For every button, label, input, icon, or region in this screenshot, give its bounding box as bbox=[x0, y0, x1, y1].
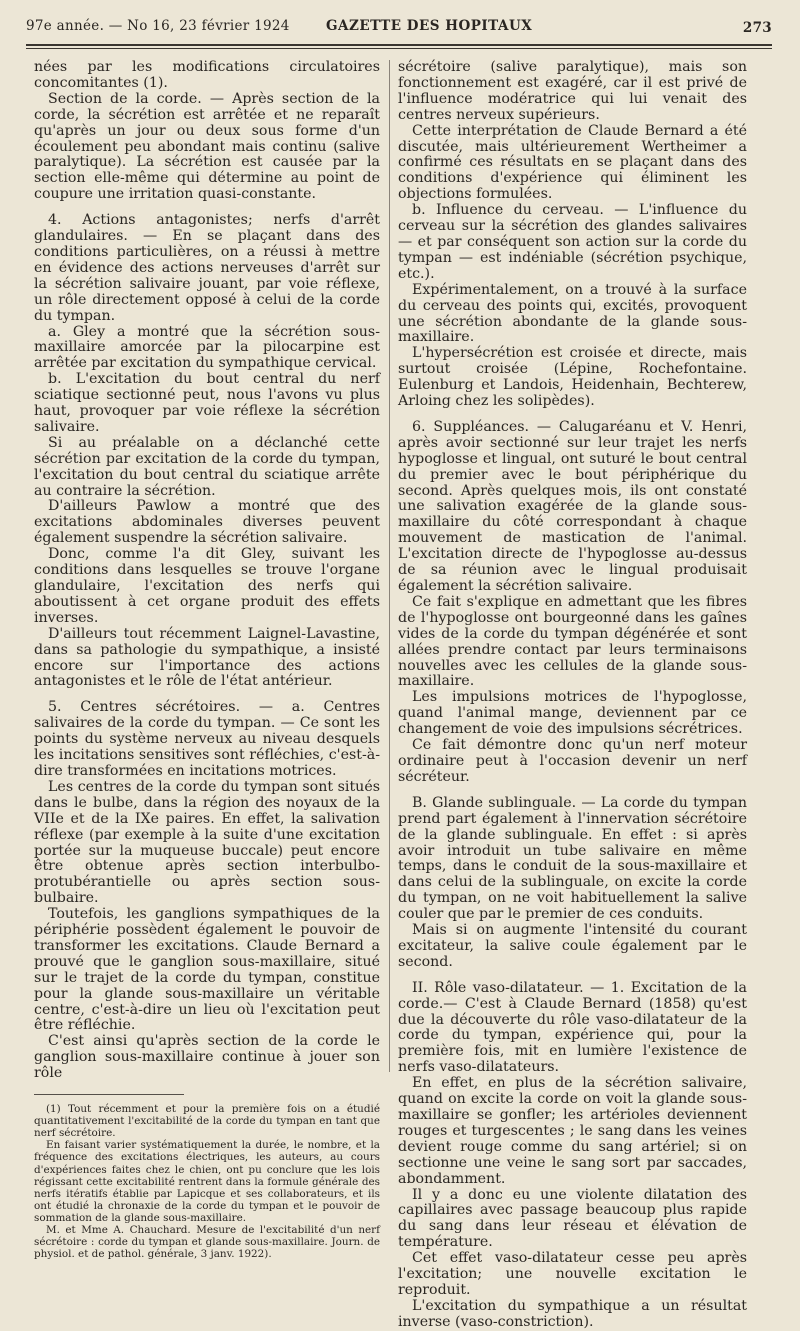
column-divider bbox=[389, 60, 390, 1072]
paragraph: Cet effet vaso-dilatateur cesse peu après l'excitation; une nouvelle excitation le reproduit. bbox=[398, 1250, 747, 1298]
header-rule-thin bbox=[26, 48, 772, 49]
paragraph-suppleances: 6. Suppléances. — Calugaréanu et V. Henri, après avoir sectionné sur leur trajet les nerfs hypoglosse et lingual, ont suturé le bout central du premier avec le bout périphérique du second. Après quelques mois, ils ont constaté une salivation exagérée de la glande sous-maxillaire du côté correspondant à chaque mouvement de mastication de l'animal. L'excitation directe de l'hypoglosse au-dessus de sa réunion avec le lingual produisait également la sécrétion salivaire. bbox=[398, 418, 747, 594]
paragraph: Mais si on augmente l'intensité du courant excitateur, la salive coule également par le second. bbox=[398, 922, 747, 970]
footnote: (1) Tout récemment et pour la première fois on a étudié quantitativement l'excitabilité de la corde du tympan en tant que nerf sécrétoire. bbox=[34, 1103, 380, 1140]
footnote: En faisant varier systématiquement la durée, le nombre, et la fréquence des excitations électriques, les auteurs, au cours d'expériences faites chez le chien, ont pu conclure que les lois régissant cette excitabilité rentrent dans la formule générale des nerfs itératifs établie par Lapicque et ses collaborateurs, et ils ont étudié la chronaxie de la corde du tympan et le pouvoir de sommation de la glande sous-maxillaire. bbox=[34, 1139, 380, 1224]
paragraph: D'ailleurs Pawlow a montré que des excitations abdominales diverses peuvent également suspendre la sécrétion salivaire. bbox=[34, 498, 380, 547]
paragraph-section-de-la-corde: Section de la corde. — Après section de la corde, la sécrétion est arrêtée et ne reparaît qu'après un jour ou deux sous forme d'un écoulement peu abondant mais continu (salive paralytique). La sécrétion est causée par la section elle-même qui détermine au point de coupure une irritation quasi-constante. bbox=[34, 90, 380, 203]
paragraph: D'ailleurs tout récemment Laignel-Lavastine, dans sa pathologie du sympathique, a insisté encore sur l'importance des actions antagonistes et le rôle de l'état antérieur. bbox=[34, 625, 380, 690]
paragraph: Cette interprétation de Claude Bernard a été discutée, mais ultérieurement Wertheimer a confirmé ces résultats en se plaçant dans des conditions d'expérience qui éliminent les objections formulées. bbox=[398, 122, 747, 203]
header-rule bbox=[26, 44, 772, 46]
paragraph: b. L'excitation du bout central du nerf sciatique sectionné peut, nous l'avons vu plus haut, provoquer par voie réflexe la sécrétion salivaire. bbox=[34, 371, 380, 435]
paragraph: C'est ainsi qu'après section de la corde le ganglion sous-maxillaire continue à jouer son rôle bbox=[34, 1033, 380, 1082]
issue-info: 97e année. — No 16, 23 février 1924 bbox=[26, 18, 290, 34]
page-number: 273 bbox=[742, 20, 772, 36]
paragraph: Expérimentalement, on a trouvé à la surface du cerveau des points qui, excités, provoquent une sécrétion abondante de la glande sous-maxillaire. bbox=[398, 281, 747, 346]
right-column bbox=[398, 60, 747, 1331]
paragraph: sécrétoire (salive paralytique), mais son fonctionnement est exagéré, car il est privé de l'influence modératrice qui lui venait des centres nerveux supérieurs. bbox=[398, 59, 747, 123]
paragraph: Ce fait démontre donc qu'un nerf moteur ordinaire peut à l'occasion devenir un nerf sécréteur. bbox=[398, 737, 747, 785]
paragraph: nées par les modifications circulatoires concomitantes (1). bbox=[34, 59, 380, 91]
paragraph: Les impulsions motrices de l'hypoglosse, quand l'animal mange, deviennent par ce changement de voie des impulsions sécrétrices. bbox=[398, 689, 747, 738]
paragraph: Ce fait s'explique en admettant que les fibres de l'hypoglosse ont bourgeonné dans les gaînes vides de la corde du tympan dégénérée et sont allées prendre contact par leurs terminaisons nouvelles avec les cellules de la glande sous-maxillaire. bbox=[398, 593, 747, 690]
paragraph: Toutefois, les ganglions sympathiques de la périphérie possèdent également le pouvoir de transformer les excitations. Claude Bernard a prouvé que le ganglion sous-maxillaire, situé sur le trajet de la corde du tympan, constitue pour la glande sous-maxillaire un véritable centre, c'est-à-dire un lieu où l'excitation peut être réfléchie. bbox=[34, 906, 380, 1034]
paragraph: L'hypersécrétion est croisée et directe, mais surtout croisée (Lépine, Rochefontaine. Eulenburg et Landois, Heidenhain, Bechterew, Arloing chez les solipèdes). bbox=[398, 345, 747, 410]
paragraph-glande-sublinguale: B. Glande sublinguale. — La corde du tympan prend part également à l'innervation sécrétoire de la glande sublinguale. En effet : si après avoir introduit un tube salivaire en même temps, dans le conduit de la sous-maxillaire et dans celui de la sublinguale, on excite la corde du tympan, on ne voit habituellement la salive couler que par le premier de ces conduits. bbox=[398, 794, 747, 923]
footnotes bbox=[34, 1103, 380, 1260]
left-column bbox=[34, 60, 380, 1260]
paragraph: Si au préalable on a déclanché cette sécrétion par excitation de la corde du tympan, l'excitation du bout central du sciatique arrête au contraire la sécrétion. bbox=[34, 434, 380, 499]
paragraph-actions-antagonistes: 4. Actions antagonistes; nerfs d'arrêt glandulaires. — En se plaçant dans des conditions particulières, on a réussi à mettre en évidence des actions nerveuses d'arrêt sur la sécrétion salivaire jouant, par voie réflexe, un rôle directement opposé à celui de la corde du tympan. bbox=[34, 212, 380, 324]
journal-title: GAZETTE DES HOPITAUX bbox=[326, 18, 533, 34]
footnote: M. et Mme A. Chauchard. Mesure de l'excitabilité d'un nerf sécrétoire : corde du tympan et glande sous-maxillaire. Journ. de physiol. et de pathol. générale, 3 janv. 1922). bbox=[34, 1224, 380, 1261]
paragraph: L'excitation du sympathique a un résultat inverse (vaso-constriction). bbox=[398, 1297, 747, 1330]
paragraph: Il y a donc eu une violente dilatation des capillaires avec passage beaucoup plus rapide du sang dans leur réseau et élévation de température. bbox=[398, 1186, 747, 1251]
paragraph-influence-du-cerveau: b. Influence du cerveau. — L'influence du cerveau sur la sécrétion des glandes salivaires — et par conséquent son action sur la corde du tympan — est indéniable (sécrétion psychique, etc.). bbox=[398, 202, 747, 282]
paragraph-role-vaso-dilatateur: II. Rôle vaso-dilatateur. — 1. Excitation de la corde.— C'est à Claude Bernard (1858) qu'est due la découverte du rôle vaso-dilatateur de la corde du tympan, expérience qui, pour la première fois, mit en lumière l'existence de nerfs vaso-dilatateurs. bbox=[398, 979, 747, 1076]
paragraph: En effet, en plus de la sécrétion salivaire, quand on excite la corde on voit la glande sous-maxillaire se gonfler; les artérioles deviennent rouges et turgescentes ; le sang dans les veines devient rouge comme du sang artériel; si on sectionne une veine le sang sort par saccades, abondamment. bbox=[398, 1075, 747, 1187]
paragraph: a. Gley a montré que la sécrétion sous-maxillaire amorcée par la pilocarpine est arrêtée par excitation du sympathique cervical. bbox=[34, 323, 380, 372]
paragraph: Donc, comme l'a dit Gley, suivant les conditions dans lesquelles se trouve l'organe glandulaire, l'excitation des nerfs qui aboutissent à cet organe produit des effets inverses. bbox=[34, 546, 380, 626]
paragraph-centres-secretoires: 5. Centres sécrétoires. — a. Centres salivaires de la corde du tympan. — Ce sont les points du système nerveux au niveau desquels les incitations sensitives sont réfléchies, c'est-à-dire transformées en incitations motrices. bbox=[34, 699, 380, 779]
page-header bbox=[26, 14, 772, 40]
paragraph: Les centres de la corde du tympan sont situés dans le bulbe, dans la région des noyaux de la VIIe et de la IXe paires. En effet, la salivation réflexe (par exemple à la suite d'une excitation portée sur la muqueuse buccale) peut encore être obtenue après section interbulbo-protubérantielle ou après section sous-bulbaire. bbox=[34, 778, 380, 907]
footnote-rule bbox=[34, 1094, 184, 1095]
